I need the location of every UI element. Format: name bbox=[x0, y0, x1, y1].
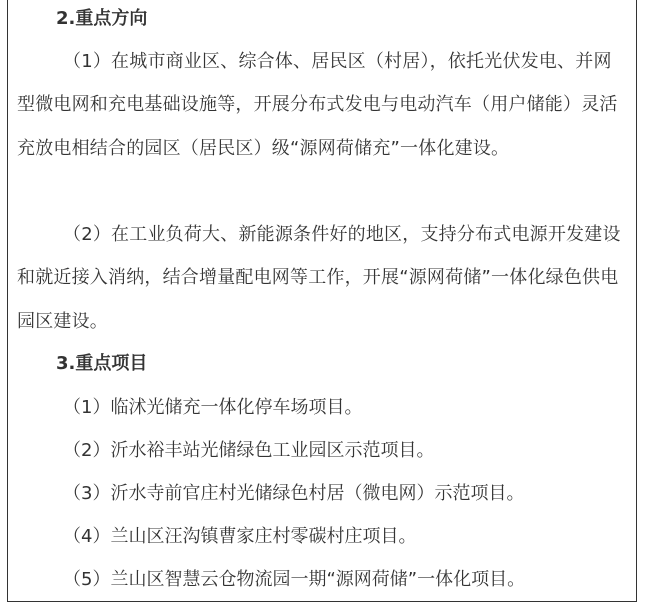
project-item-3: （3）沂水寺前官庄村光储绿色村居（微电网）示范项目。 bbox=[63, 483, 525, 504]
section-heading-focus: 2.重点方向 bbox=[56, 8, 148, 29]
focus-paragraph-2: （2）在工业负荷大、新能源条件好的地区，支持分布式电源开发建设和就近接入消纳，结合增量配电网等工作，开展“源网荷储”一体化绿色供电园区建设。 bbox=[17, 224, 621, 332]
project-item-4: （4）兰山区汪沟镇曹家庄村零碳村庄项目。 bbox=[63, 526, 417, 547]
project-item-1: （1）临沭光储充一体化停车场项目。 bbox=[63, 397, 363, 418]
focus-paragraph-1: （1）在城市商业区、综合体、居民区（村居），依托光伏发电、并网型微电网和充电基础设施等，开展分布式发电与电动汽车（用户储能）灵活充放电相结合的园区（居民区）级“源网荷储充”一体化建设。 bbox=[17, 51, 618, 159]
section-heading-projects: 3.重点项目 bbox=[56, 353, 148, 374]
project-item-5: （5）兰山区智慧云仓物流园一期“源网荷储”一体化项目。 bbox=[63, 569, 526, 590]
project-item-2: （2）沂水裕丰站光储绿色工业园区示范项目。 bbox=[63, 440, 435, 461]
